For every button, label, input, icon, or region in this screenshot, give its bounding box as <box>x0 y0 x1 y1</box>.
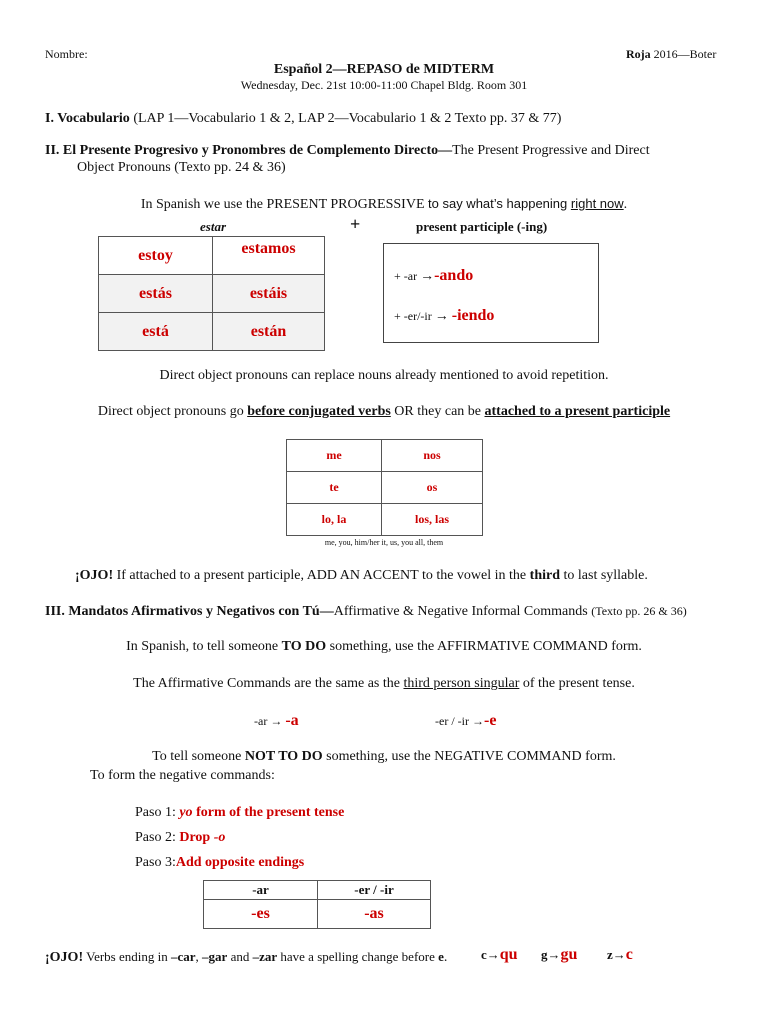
plus-sign: + <box>350 214 361 234</box>
aff-e-ending: -e <box>483 712 497 729</box>
dop-c: OR they can be <box>390 404 485 419</box>
page-title: Español 2—REPASO de MIDTERM <box>273 62 495 77</box>
neg-a: To tell someone <box>152 749 245 764</box>
paso3-text: Add opposite endings <box>175 855 305 870</box>
same-a: The Affirmative Commands are the same as the <box>133 676 404 691</box>
section2-text2: Object Pronouns (Texto pp. 24 & 36) <box>77 160 286 175</box>
pronoun-table <box>286 439 483 536</box>
paso3-label: Paso 3: <box>135 855 176 870</box>
aff-a-ending: -a <box>285 712 299 729</box>
paso2-label: Paso 2: <box>135 830 180 845</box>
nombre-label: Nombre: <box>45 47 88 61</box>
arrow-icon: → <box>434 309 449 324</box>
vowel-e: e <box>438 949 444 964</box>
year-teacher: 2016—Boter <box>650 47 717 61</box>
estar-cell: estás <box>99 275 213 313</box>
and-text: and <box>227 949 253 964</box>
page-subtitle: Wednesday, Dec. 21st 10:00-11:00 Chapel Bldg. Room 301 <box>240 78 528 92</box>
ojo-accent-line <box>75 568 648 584</box>
estar-label: estar <box>200 219 226 234</box>
g-change <box>541 946 577 964</box>
estar-cell: está <box>99 313 213 351</box>
pronoun-cell: nos <box>382 440 483 472</box>
estar-table <box>98 236 325 351</box>
dop-line1: Direct object pronouns can replace nouns already mentioned to avoid repetition. <box>159 368 609 383</box>
gar-ending: –gar <box>202 949 228 964</box>
section1-line <box>45 111 561 127</box>
ojo-a: If attached to a present participle, ADD AN ACCENT to the vowel in the <box>113 568 530 583</box>
pronoun-cell: lo, la <box>287 504 382 536</box>
c-change <box>481 946 518 964</box>
car-ending: –car <box>170 949 196 964</box>
paso2 <box>135 830 225 846</box>
ojo-a: Verbs ending in <box>83 949 171 964</box>
section3-heading: III. Mandatos Afirmativos y Negativos con Tú— <box>45 604 334 619</box>
g-from: g→ <box>541 947 561 962</box>
estar-cell: están <box>213 313 325 351</box>
aff-a: In Spanish, to tell someone <box>126 639 282 654</box>
negative-intro <box>0 749 768 765</box>
estar-cell: estoy <box>99 237 213 275</box>
section2-text1: The Present Progressive and Direct <box>452 143 650 158</box>
neg-form-line: To form the negative commands: <box>90 768 275 783</box>
iendo-ending: -iendo <box>451 307 495 324</box>
estar-cell: estamos <box>213 237 325 275</box>
pronoun-cell: me <box>287 440 382 472</box>
ojo-b: have a spelling change before <box>277 949 439 964</box>
arrow-icon: → <box>420 269 435 284</box>
third-person-singular: third person singular <box>403 676 520 691</box>
same-c: of the present tense. <box>519 676 635 691</box>
aff-ar-line <box>254 712 299 730</box>
progressive-intro <box>0 196 768 213</box>
affirmative-same <box>0 676 768 692</box>
pronoun-cell: te <box>287 472 382 504</box>
endings-header: -ar <box>204 881 318 900</box>
ar-rule: + -ar <box>394 269 418 283</box>
paso1 <box>135 805 344 821</box>
dop-attached: attached to a present participle <box>484 404 671 419</box>
aff-er-rule: -er / -ir → <box>435 714 484 728</box>
paso3 <box>135 855 304 871</box>
neg-not-to-do: NOT TO DO <box>244 749 323 764</box>
zar-ending: –zar <box>252 949 278 964</box>
c-to-qu: qu <box>499 946 518 963</box>
participle-label: present participle (-ing) <box>416 219 548 234</box>
pronoun-cell: los, las <box>382 504 483 536</box>
paso1-yo: yo <box>179 805 193 820</box>
z-to-c: c <box>625 946 633 963</box>
aff-to-do: TO DO <box>281 639 327 654</box>
ojo-spelling-line <box>45 949 447 966</box>
z-from: z→ <box>607 947 626 962</box>
endings-value: -es <box>204 900 318 929</box>
intro-b: to say what’s happening <box>428 196 571 211</box>
section3-text: Affirmative & Negative Informal Commands <box>333 604 592 619</box>
estar-cell: estáis <box>213 275 325 313</box>
aff-ar-rule: -ar → <box>254 714 283 728</box>
participle-box <box>383 243 599 343</box>
ando-ending: -ando <box>434 267 474 284</box>
section2-heading: II. El Presente Progresivo y Pronombres de Complemento Directo— <box>45 143 453 158</box>
paso1-rest: form of the present tense <box>192 805 345 820</box>
intro-right-now: right now <box>570 196 624 211</box>
section3-line <box>45 604 687 620</box>
affirmative-intro <box>0 639 768 655</box>
section1-heading: I. Vocabulario <box>45 111 130 126</box>
endings-header: -er / -ir <box>318 881 431 900</box>
er-rule: + -er/-ir <box>394 309 432 323</box>
paso2-drop: Drop <box>179 830 214 845</box>
neg-c: something, use the NEGATIVE COMMAND form. <box>322 749 616 764</box>
pronoun-caption: me, you, him/her it, us, you all, them <box>324 538 444 547</box>
aff-c: something, use the AFFIRMATIVE COMMAND form. <box>326 639 642 654</box>
paso1-label: Paso 1: <box>135 805 180 820</box>
ojo-label: ¡OJO! <box>45 950 84 965</box>
pronoun-cell: os <box>382 472 483 504</box>
g-to-gu: gu <box>560 946 578 963</box>
ojo-label: ¡OJO! <box>75 568 114 583</box>
dop-before: before conjugated verbs <box>247 404 391 419</box>
section2-line <box>45 143 650 159</box>
section3-ref: (Texto pp. 26 & 36) <box>591 604 687 618</box>
er-rule-line <box>394 307 494 325</box>
intro-d: . <box>623 197 628 212</box>
ojo-third: third <box>529 568 560 583</box>
section1-text: (LAP 1—Vocabulario 1 & 2, LAP 2—Vocabulario 1 & 2 Texto pp. 37 & 77) <box>129 111 562 126</box>
comma: , <box>195 949 203 964</box>
dop-a: Direct object pronouns go <box>97 404 248 419</box>
negative-endings-table <box>203 880 431 929</box>
aff-er-line <box>435 712 496 730</box>
c-from: c→ <box>481 947 500 962</box>
class-label <box>626 47 716 62</box>
dop-line2 <box>0 404 768 420</box>
ojo-c: to last syllable. <box>560 568 648 583</box>
period: . <box>443 950 448 965</box>
paso2-o: -o <box>213 830 226 845</box>
intro-a: In Spanish we use the PRESENT PROGRESSIVE <box>140 197 429 212</box>
z-change <box>607 946 633 964</box>
ar-rule-line <box>394 267 473 285</box>
endings-value: -as <box>318 900 431 929</box>
roja-label: Roja <box>626 47 651 61</box>
